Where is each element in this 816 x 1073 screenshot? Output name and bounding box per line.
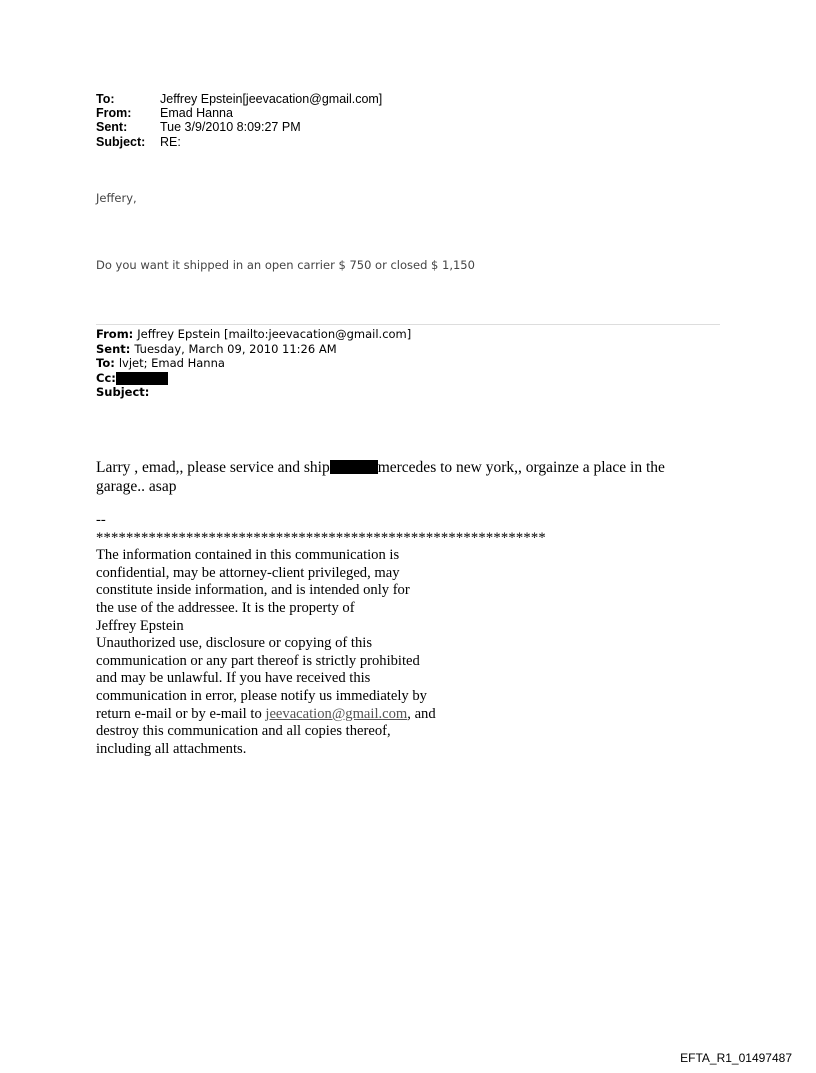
email-link[interactable]: jeevacation@gmail.com (265, 705, 408, 722)
quoted-cc-row (96, 371, 411, 386)
disclaimer-line3: constitute inside information, and is intended only for (96, 582, 410, 599)
to-label: To: (96, 92, 115, 106)
quoted-to-value: lvjet; Emad Hanna (118, 356, 225, 371)
from-value: Emad Hanna (160, 106, 233, 121)
signature-stars: ************************************************************ (96, 529, 546, 546)
document-id: EFTA_R1_01497487 (680, 1051, 792, 1065)
subject-label: Subject: (96, 134, 146, 149)
disclaimer-line9: communication in error, please notify us immediately by (96, 687, 427, 704)
quoted-body (96, 458, 696, 496)
signature-dashes: -- (96, 512, 106, 528)
subject-value: RE: (160, 134, 181, 149)
disclaimer-line5: Jeffrey Epstein (96, 617, 184, 634)
quoted-cc-label: Cc: (96, 370, 116, 385)
quoted-body-part2: mercedes to new york,, orgainze a place in the (377, 459, 665, 476)
header-sent-row (96, 120, 382, 134)
quoted-header (96, 327, 411, 400)
quoted-subject-row (96, 385, 411, 400)
quoted-from-label: From: (96, 327, 134, 341)
disclaimer-line12: including all attachments. (96, 740, 247, 757)
quoted-from-value: Jeffrey Epstein [mailto:jeevacation@gmail.com] (137, 327, 412, 341)
quoted-to-row (96, 356, 411, 371)
to-value: Jeffrey Epstein[jeevacation@gmail.com] (160, 92, 383, 106)
disclaimer-line1: The information contained in this communication is (96, 547, 400, 564)
quoted-body-line2: garage.. asap (96, 478, 177, 495)
disclaimer-line6: Unauthorized use, disclosure or copying of this (96, 635, 373, 652)
header-to-row (96, 92, 382, 106)
disclaimer-line11: destroy this communication and all copies thereof, (96, 723, 391, 740)
signature-block (96, 512, 546, 758)
disclaimer-line8: and may be unlawful. If you have received this (96, 670, 371, 687)
disclaimer-line2: confidential, may be attorney-client privileged, may (96, 564, 400, 581)
reply-greeting: Jeffery, (96, 191, 137, 205)
quoted-body-line1 (96, 458, 696, 477)
quoted-from-row (96, 327, 411, 342)
header-from-row (96, 106, 382, 120)
sent-label: Sent: (96, 120, 128, 135)
quoted-sent-row (96, 342, 411, 357)
email-header (96, 92, 382, 149)
disclaimer-line7: communication or any part thereof is strictly prohibited (96, 652, 420, 669)
disclaimer-line4: the use of the addressee. It is the property of (96, 599, 355, 616)
quoted-body-part1: Larry , emad,, please service and ship (96, 459, 330, 476)
disclaimer-line10-post: , and (407, 705, 436, 722)
sent-value: Tue 3/9/2010 8:09:27 PM (160, 120, 301, 135)
quoted-to-label: To: (96, 356, 115, 371)
reply-question: Do you want it shipped in an open carrier $ 750 or closed $ 1,150 (96, 258, 475, 272)
disclaimer-line10 (96, 706, 546, 724)
cc-redaction-block (116, 372, 168, 385)
disclaimer-line10-pre: return e-mail or by e-mail to (96, 705, 266, 722)
quoted-sent-label: Sent: (96, 341, 131, 356)
body-redaction-block (330, 460, 378, 474)
header-subject-row (96, 135, 382, 149)
from-label: From: (96, 106, 132, 121)
quoted-subject-label: Subject: (96, 385, 150, 400)
quoted-divider (96, 324, 720, 325)
quoted-sent-value: Tuesday, March 09, 2010 11:26 AM (134, 341, 337, 356)
